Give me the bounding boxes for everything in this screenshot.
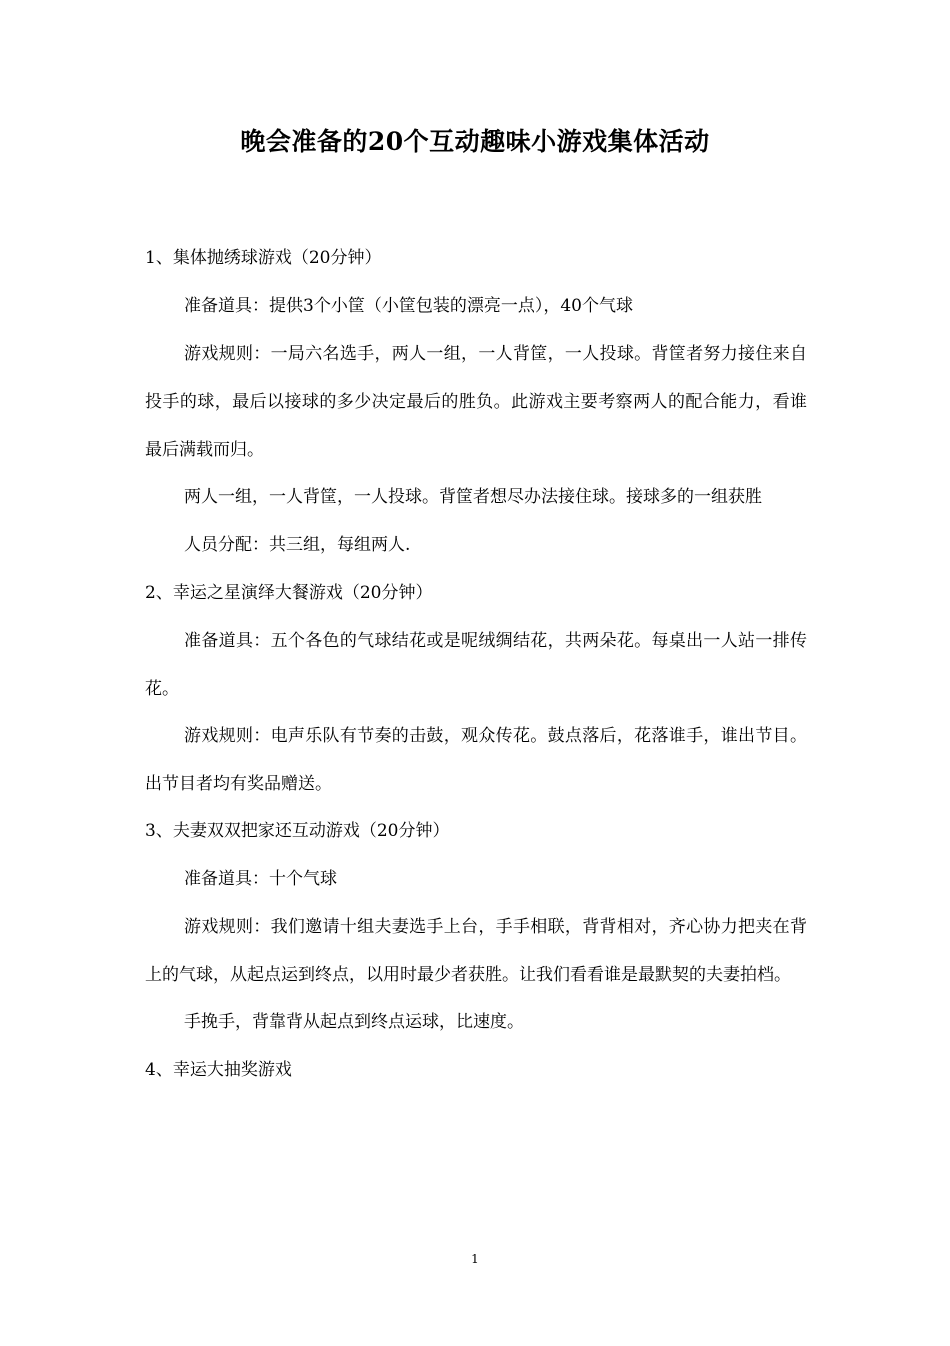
section-heading: 2、幸运之星演绎大餐游戏（20分钟）: [145, 583, 433, 603]
section-heading: 1、集体抛绣球游戏（20分钟）: [145, 248, 382, 268]
paragraph: 两人一组，一人背筐，一人投球。背筐者想尽办法接住球。接球多的一组获胜: [184, 487, 762, 507]
paragraph: 准备道具：五个各色的气球结花或是呢绒绸结花，共两朵花。每桌出一人站一排传花。: [145, 631, 807, 699]
page-number: 1: [471, 1252, 479, 1266]
paragraph: 准备道具：十个气球: [184, 869, 337, 889]
paragraph: 准备道具：提供3个小筐（小筐包装的漂亮一点），40个气球: [184, 296, 633, 316]
paragraph: 游戏规则：一局六名选手，两人一组，一人背筐，一人投球。背筐者努力接住来自投手的球，最后以接球的多少决定最后的胜负。此游戏主要考察两人的配合能力，看谁最后满载而归。: [145, 344, 807, 460]
section-heading: 4、幸运大抽奖游戏: [145, 1060, 292, 1080]
paragraph: 游戏规则：我们邀请十组夫妻选手上台，手手相联，背背相对，齐心协力把夹在背上的气球，从起点运到终点，以用时最少者获胜。让我们看看谁是最默契的夫妻拍档。: [145, 917, 807, 985]
paragraph: 手挽手，背靠背从起点到终点运球，比速度。: [184, 1012, 524, 1032]
document-body: [145, 242, 807, 1102]
paragraph: 人员分配：共三组，每组两人.: [184, 535, 411, 555]
section-heading: 3、夫妻双双把家还互动游戏（20分钟）: [145, 821, 450, 841]
paragraph: 游戏规则：电声乐队有节奏的击鼓，观众传花。鼓点落后，花落谁手，谁出节目。出节目者均有奖品赠送。: [145, 726, 807, 794]
document-title: 晚会准备的20个互动趣味小游戏集体活动: [240, 127, 710, 156]
